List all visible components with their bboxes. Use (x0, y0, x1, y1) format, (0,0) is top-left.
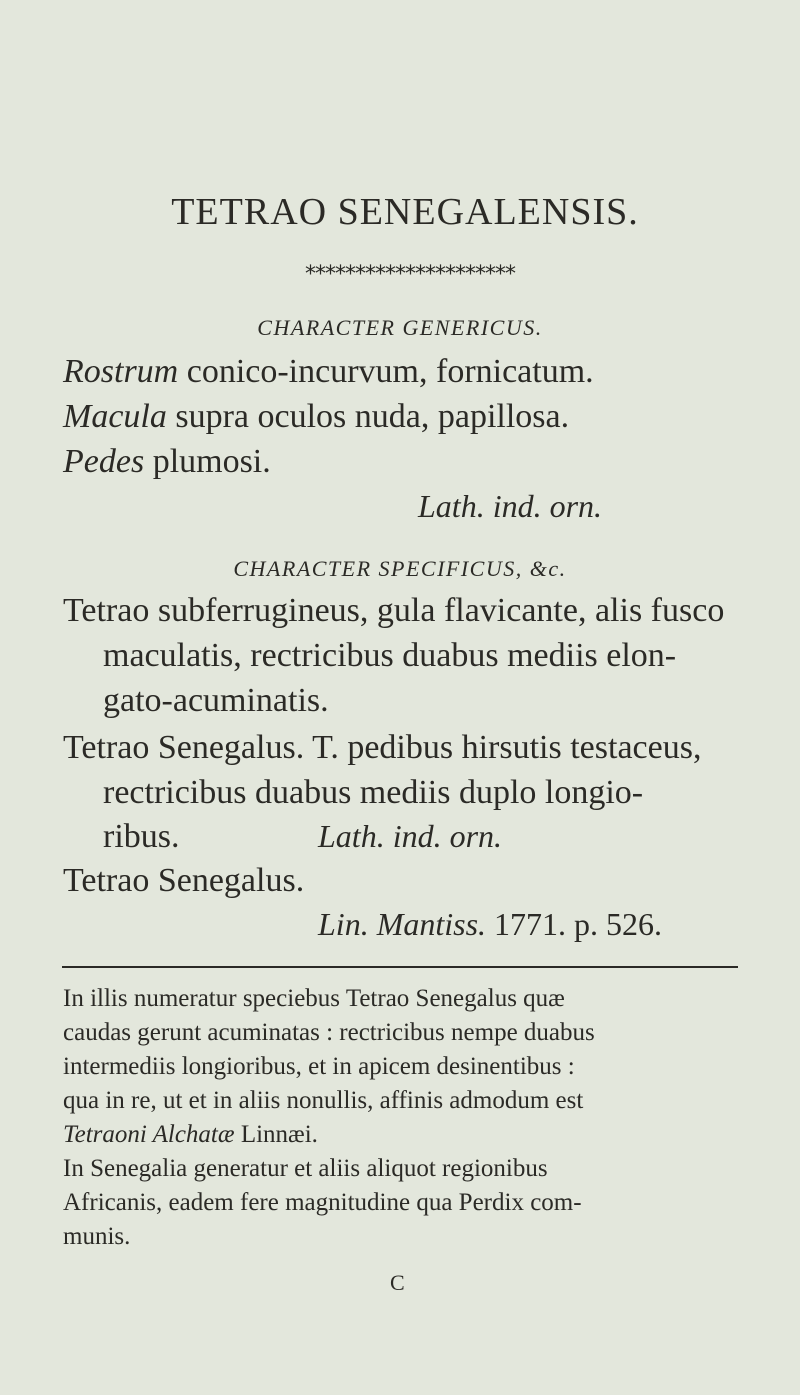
species-tetraoni-alchatae: Tetraoni Alchatæ (63, 1121, 235, 1148)
specific-entry1-line1: Tetrao subferrugineus, gula flavicante, alis fusco (63, 592, 725, 629)
generic-line-rostrum (63, 353, 594, 391)
body-line-3: intermediis longioribus, et in apicem desinentibus : (63, 1053, 575, 1080)
heading-character-specificus: CHARACTER SPECIFICUS, &c. (233, 556, 567, 581)
generic-line-pedes (63, 443, 271, 481)
generic-line-macula (63, 398, 569, 436)
ornament-stars: ********************* (305, 262, 515, 287)
text-macula: supra oculos nuda, papillosa. (166, 398, 570, 435)
text-pedes: plumosi. (144, 443, 271, 480)
citation-linnaeus (318, 906, 662, 943)
text-rostrum: conico-incurvum, fornicatum. (178, 353, 594, 390)
specific-entry1-line3: gato-acuminatis. (103, 682, 329, 719)
body-linnaei: Linnæi. (234, 1121, 318, 1148)
specific-entry2-line3: ribus. (103, 818, 180, 855)
body-line-2: caudas gerunt acuminatas : rectricibus nempe duabus (63, 1019, 595, 1046)
body-line-8: munis. (63, 1223, 131, 1250)
page-title: TETRAO SENEGALENSIS. (171, 191, 639, 233)
body-line-1: In illis numeratur speciebus Tetrao Senegalus quæ (63, 985, 565, 1012)
body-line-4: qua in re, ut et in aliis nonullis, affinis admodum est (63, 1087, 584, 1114)
specific-entry2-line2: rectricibus duabus mediis duplo longio- (103, 774, 644, 811)
specific-entry3-name: Tetrao Senegalus. (63, 862, 305, 899)
horizontal-rule (62, 966, 738, 968)
citation-year-page: 1771. p. 526. (494, 906, 663, 942)
body-line-7: Africanis, eadem fere magnitudine qua Perdix com- (63, 1189, 582, 1216)
body-line-5 (63, 1121, 318, 1149)
citation-lath-generic: Lath. ind. orn. (418, 488, 603, 524)
heading-character-genericus: CHARACTER GENERICUS. (257, 315, 543, 340)
citation-lath-specific: Lath. ind. orn. (318, 818, 503, 854)
specific-entry1-line2: maculatis, rectricibus duabus mediis elon- (103, 637, 677, 674)
term-macula: Macula (63, 398, 167, 435)
term-pedes: Pedes (63, 443, 145, 480)
body-line-6: In Senegalia generatur et aliis aliquot regionibus (63, 1155, 548, 1182)
citation-lin-mantiss: Lin. Mantiss. (318, 906, 487, 942)
term-rostrum: Rostrum (63, 353, 179, 390)
specific-entry2-line1: Tetrao Senegalus. T. pedibus hirsutis testaceus, (63, 729, 702, 766)
signature-mark: C (390, 1270, 405, 1295)
